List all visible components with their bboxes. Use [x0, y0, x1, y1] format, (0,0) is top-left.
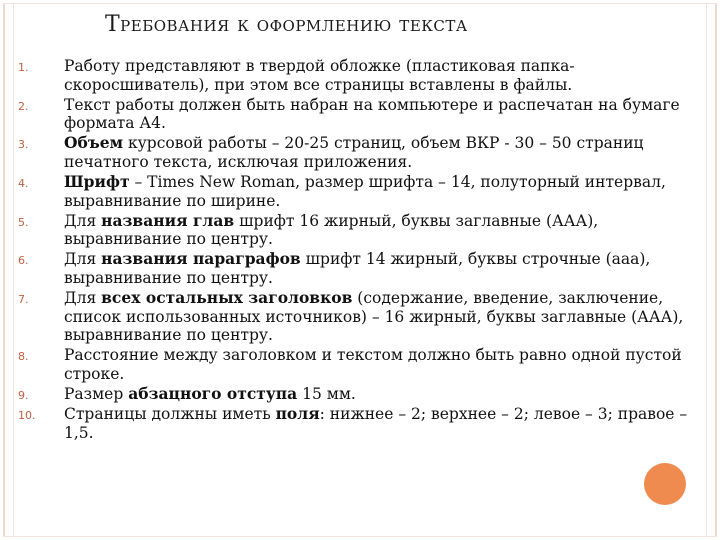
item-text-bold: Шрифт — [64, 172, 130, 192]
slide-title: Требования к оформлению текста — [105, 12, 468, 37]
item-text: Текст работы должен быть набран на компьютере и распечатан на бумаге формата А4. — [64, 95, 680, 133]
top-border-decoration — [3, 3, 717, 4]
list-item — [18, 57, 708, 94]
item-text: Для — [64, 289, 102, 308]
list-item — [18, 212, 708, 249]
list-item — [18, 346, 708, 383]
item-number: 9. — [18, 389, 29, 403]
item-text: курсовой работы – 20-25 страниц, объем ВКР - 30 – 50 страниц печатного текста, исключая приложения. — [64, 134, 644, 171]
item-text: Размер — [64, 385, 129, 404]
requirements-list — [18, 57, 708, 444]
item-text: : нижнее – 2; верхнее – 2; левое – 3; правое – 1,5. — [64, 405, 688, 442]
item-text: (содержание, введение, заключение, список использованных источников) – 16 жирный, буквы заглавные (ААА), выравнивание по центру. — [64, 289, 684, 345]
item-number: 10. — [18, 409, 36, 423]
list-item — [18, 385, 708, 404]
item-text: Работу представляют в твердой обложке (пластиковая папка-скоросшиватель), при этом все страницы вставлены в файлы. — [64, 57, 575, 94]
item-text: – Times New Roman, размер шрифта – 14, полуторный интервал, выравнивание по ширине. — [64, 173, 666, 210]
item-text: Страницы должны иметь — [64, 405, 276, 424]
item-number: 8. — [18, 350, 29, 364]
list-item — [18, 289, 708, 345]
item-text-bold: Объем — [64, 133, 124, 153]
item-number: 3. — [18, 138, 29, 152]
item-text: Для — [64, 250, 102, 269]
item-number: 2. — [18, 99, 29, 113]
item-text: шрифт 16 жирный, буквы заглавные (ААА), выравнивание по центру. — [64, 211, 599, 249]
item-number: 5. — [18, 215, 29, 229]
item-number: 7. — [18, 293, 29, 307]
item-number: 6. — [18, 254, 29, 268]
list-item — [18, 173, 708, 210]
item-number: 1. — [18, 61, 29, 74]
list-item — [18, 250, 708, 287]
list-item — [18, 405, 708, 442]
list-item — [18, 96, 708, 133]
left-border-decoration — [3, 4, 14, 536]
item-text-bold: поля — [275, 404, 320, 424]
item-text-bold: всех остальных заголовков — [101, 288, 353, 308]
item-text: шрифт 14 жирный, буквы строчные (ааа), выравнивание по центру. — [64, 250, 651, 288]
bottom-border-decoration — [3, 536, 717, 537]
item-text: 15 мм. — [297, 385, 356, 404]
item-text: Расстояние между заголовком и текстом должно быть равно одной пустой строке. — [64, 346, 682, 383]
item-text-bold: названия глав — [101, 210, 235, 230]
item-text-bold: абзацного отступа — [128, 384, 298, 404]
accent-circle-decoration — [644, 463, 686, 505]
list-item — [18, 134, 708, 171]
item-text: Для — [64, 211, 102, 230]
item-number: 4. — [18, 177, 29, 191]
item-text-bold: названия параграфов — [101, 249, 301, 269]
